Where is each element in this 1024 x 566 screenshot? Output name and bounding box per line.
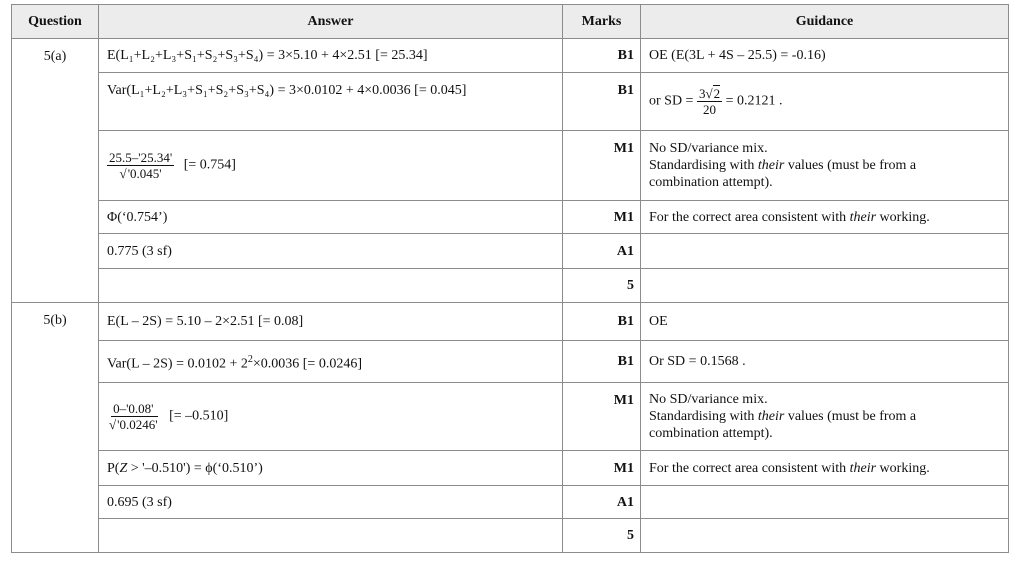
table-row: [12, 341, 1009, 383]
header-row: [12, 5, 1009, 39]
standardise-fraction: [107, 150, 174, 181]
table-row: [12, 383, 1009, 451]
answer-cell: Φ(‘0.754’): [99, 201, 563, 234]
fraction-denominator: √'0.0246': [109, 417, 158, 432]
table-row: [12, 131, 1009, 201]
fraction-denominator: √'0.045': [119, 166, 162, 181]
answer-cell: [99, 269, 563, 303]
guidance-cell: For the correct area consistent with their working.: [641, 201, 1009, 234]
header-marks: Marks: [563, 5, 641, 39]
bracket-value: [= 0.754]: [183, 157, 236, 173]
table-row: [12, 303, 1009, 341]
question-label-5b: 5(b): [12, 303, 99, 553]
mark-scheme-table: [11, 4, 1009, 553]
answer-cell: $Var(L - 2S) = 0.0102 + 2^2\times 0.0036$ [= 0.0246]: [99, 341, 563, 383]
fraction-numerator: 3√2: [698, 86, 721, 101]
guidance-cell: OE (E(3L + 4S – 25.5) = -0.16): [641, 39, 1009, 73]
answer-cell: [99, 383, 563, 451]
standardise-fraction: [107, 401, 160, 432]
answer-cell: 0.695 (3 sf): [99, 486, 563, 519]
table-row: [12, 39, 1009, 73]
header-guidance: Guidance: [641, 5, 1009, 39]
mark-cell: B1: [563, 303, 641, 341]
answer-cell: E(L – 2S) = 5.10 – 2×2.51 [= 0.08]: [99, 303, 563, 341]
mark-cell: A1: [563, 486, 641, 519]
header-answer: Answer: [99, 5, 563, 39]
header-question: Question: [12, 5, 99, 39]
guidance-cell: [641, 519, 1009, 553]
guidance-cell: [641, 486, 1009, 519]
answer-cell: [99, 131, 563, 201]
table-row: [12, 201, 1009, 234]
question-label-5a: 5(a): [12, 39, 99, 303]
table-row: [12, 73, 1009, 131]
mark-cell: B1: [563, 341, 641, 383]
answer-cell: Var(L₁+L₂+L₃+S₁+S₂+S₃+S₄) = 3×0.0102 + 4×0.0036 [= 0.045]: [99, 73, 563, 131]
answer-cell: E(L₁+L₂+L₃+S₁+S₂+S₃+S₄) = 3×5.10 + 4×2.51 [= 25.34]: [99, 39, 563, 73]
guidance-cell: For the correct area consistent with their working.: [641, 451, 1009, 486]
total-mark-cell: 5: [563, 269, 641, 303]
fraction-numerator: 25.5–'25.34': [109, 150, 173, 165]
guidance-cell: [641, 234, 1009, 269]
guidance-cell: Or SD = 0.1568 .: [641, 341, 1009, 383]
table-row: [12, 234, 1009, 269]
mark-cell: A1: [563, 234, 641, 269]
guidance-prefix: or SD =: [649, 93, 694, 109]
mark-cell: B1: [563, 39, 641, 73]
answer-cell: P(Z > '–0.510') = ϕ(‘0.510’): [99, 451, 563, 486]
table-row: [12, 486, 1009, 519]
guidance-cell: No SD/variance mix. Standardising with their values (must be from a combination attempt).: [641, 383, 1009, 451]
sd-fraction: [697, 86, 722, 117]
guidance-cell: [641, 73, 1009, 131]
bracket-value: [= –0.510]: [169, 408, 229, 424]
mark-cell: M1: [563, 131, 641, 201]
answer-cell: 0.775 (3 sf): [99, 234, 563, 269]
guidance-cell: No SD/variance mix. Standardising with their values (must be from a combination attempt).: [641, 131, 1009, 201]
mark-cell: B1: [563, 73, 641, 131]
answer-cell: [99, 519, 563, 553]
guidance-cell: [641, 269, 1009, 303]
fraction-numerator: 0–'0.08': [113, 401, 154, 416]
table-row: [12, 451, 1009, 486]
table-row: [12, 519, 1009, 553]
mark-cell: M1: [563, 383, 641, 451]
fraction-denominator: 20: [703, 102, 717, 117]
total-mark-cell: 5: [563, 519, 641, 553]
mark-cell: M1: [563, 451, 641, 486]
guidance-suffix: = 0.2121 .: [725, 93, 783, 109]
table-row: [12, 269, 1009, 303]
mark-scheme: [11, 4, 1008, 557]
guidance-cell: OE: [641, 303, 1009, 341]
mark-cell: M1: [563, 201, 641, 234]
